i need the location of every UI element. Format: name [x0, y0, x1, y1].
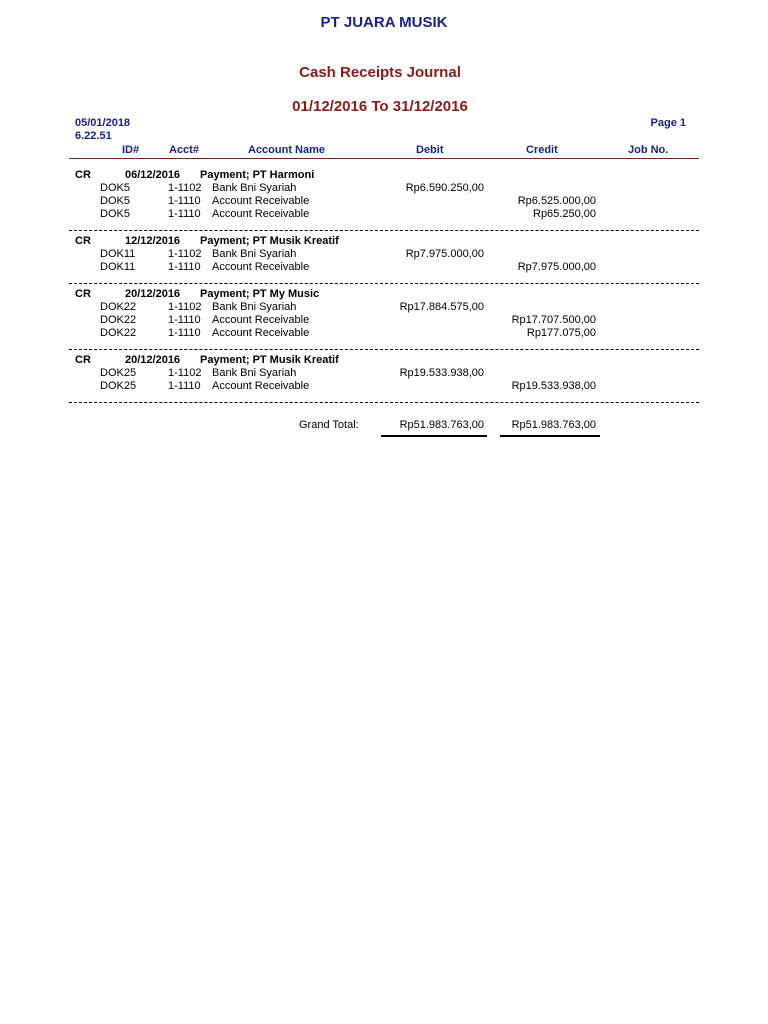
line-account-name: Account Receivable [212, 195, 310, 207]
transaction-date: 12/12/2016 [125, 235, 181, 247]
line-credit: Rp65.250,00 [533, 208, 596, 220]
column-header-account-name: Account Name [248, 144, 326, 156]
line-acct: 1-1102 [168, 248, 202, 260]
line-account-name: Account Receivable [212, 261, 310, 273]
line-account-name: Bank Bni Syariah [212, 301, 297, 313]
line-account-name: Account Receivable [212, 208, 310, 220]
line-id: DOK22 [100, 301, 137, 313]
column-header-acct: Acct# [169, 144, 199, 156]
line-credit: Rp19.533.938,00 [511, 380, 596, 392]
column-header-debit: Debit [416, 144, 444, 156]
line-acct: 1-1110 [168, 327, 201, 339]
line-acct: 1-1102 [168, 182, 202, 194]
column-header-job: Job No. [628, 144, 669, 156]
line-id: DOK22 [100, 327, 137, 339]
company-name: PT JUARA MUSIK [320, 14, 448, 31]
line-acct: 1-1110 [168, 208, 201, 220]
transaction-memo: Payment; PT Harmoni [200, 169, 315, 181]
line-id: DOK22 [100, 314, 137, 326]
line-account-name: Bank Bni Syariah [212, 182, 297, 194]
line-account-name: Account Receivable [212, 380, 310, 392]
column-header-credit: Credit [526, 144, 558, 156]
transaction-date: 20/12/2016 [125, 354, 181, 366]
header-rule [69, 158, 699, 159]
transaction-date: 06/12/2016 [125, 169, 181, 181]
line-id: DOK5 [100, 182, 130, 194]
line-credit: Rp17.707.500,00 [511, 314, 596, 326]
line-debit: Rp6.590.250,00 [405, 182, 484, 194]
grand-total-credit-underline [500, 435, 600, 437]
line-id: DOK25 [100, 367, 137, 379]
page-number: Page 1 [650, 117, 686, 129]
line-account-name: Account Receivable [212, 314, 310, 326]
transaction-type: CR [75, 169, 91, 181]
line-account-name: Bank Bni Syariah [212, 248, 297, 260]
line-acct: 1-1110 [168, 314, 201, 326]
grand-total-credit: Rp51.983.763,00 [511, 419, 596, 431]
line-acct: 1-1102 [168, 367, 202, 379]
line-id: DOK11 [100, 248, 136, 260]
separator [69, 283, 699, 284]
transaction-memo: Payment; PT Musik Kreatif [200, 354, 339, 366]
separator [69, 402, 699, 403]
grand-total-debit: Rp51.983.763,00 [399, 419, 484, 431]
line-debit: Rp17.884.575,00 [399, 301, 484, 313]
line-id: DOK25 [100, 380, 137, 392]
line-acct: 1-1102 [168, 301, 202, 313]
line-credit: Rp7.975.000,00 [517, 261, 596, 273]
separator [69, 230, 699, 231]
line-id: DOK5 [100, 208, 130, 220]
line-debit: Rp7.975.000,00 [405, 248, 484, 260]
line-credit: Rp6.525.000,00 [517, 195, 596, 207]
transaction-memo: Payment; PT Musik Kreatif [200, 235, 339, 247]
line-id: DOK11 [100, 261, 136, 273]
line-account-name: Bank Bni Syariah [212, 367, 297, 379]
report-date-range: 01/12/2016 To 31/12/2016 [292, 98, 468, 115]
line-account-name: Account Receivable [212, 327, 310, 339]
line-credit: Rp177.075,00 [526, 327, 596, 339]
transaction-date: 20/12/2016 [125, 288, 181, 300]
grand-total-label: Grand Total: [299, 419, 359, 431]
column-header-id: ID# [122, 144, 140, 156]
line-acct: 1-1110 [168, 261, 201, 273]
line-acct: 1-1110 [168, 195, 201, 207]
transaction-type: CR [75, 288, 91, 300]
line-id: DOK5 [100, 195, 130, 207]
transaction-type: CR [75, 354, 91, 366]
line-acct: 1-1110 [168, 380, 201, 392]
grand-total-debit-underline [381, 435, 487, 437]
line-debit: Rp19.533.938,00 [399, 367, 484, 379]
print-time: 6.22.51 [75, 130, 112, 142]
separator [69, 349, 699, 350]
print-date: 05/01/2018 [75, 117, 131, 129]
transaction-type: CR [75, 235, 91, 247]
transaction-memo: Payment; PT My Music [200, 288, 320, 300]
report-title: Cash Receipts Journal [299, 64, 461, 81]
